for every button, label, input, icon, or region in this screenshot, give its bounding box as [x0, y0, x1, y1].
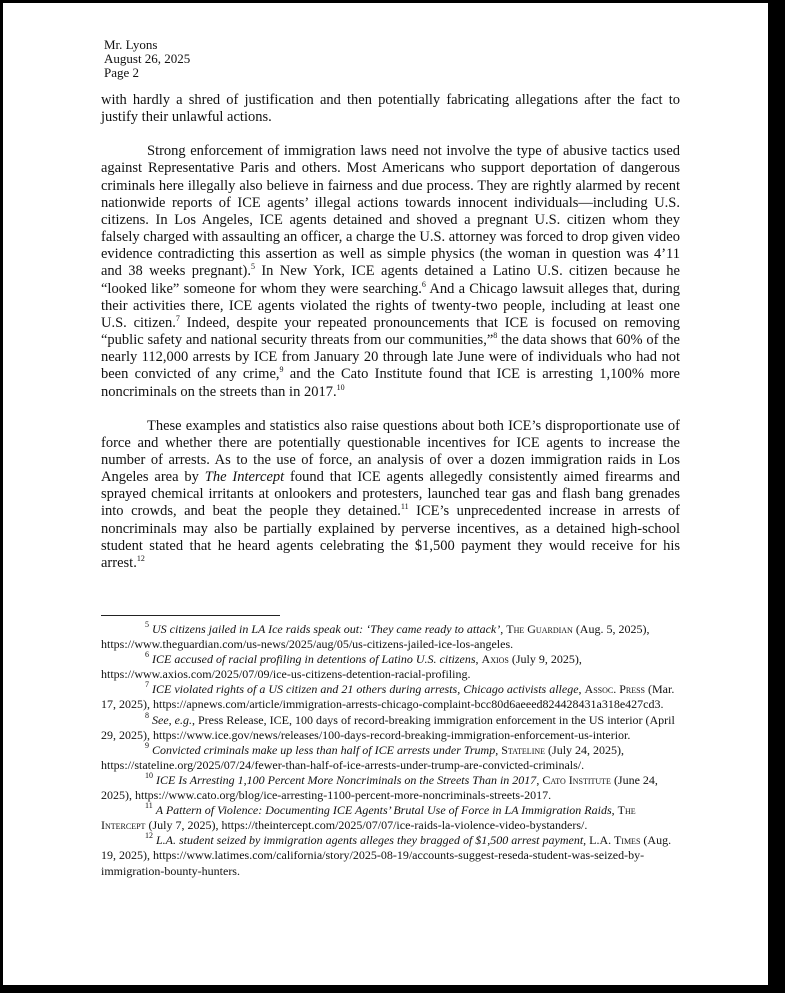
letter-body [101, 92, 680, 572]
footnote-ref-6[interactable]: 6 [421, 279, 426, 289]
footnote-ref-7[interactable]: 7 [175, 313, 180, 323]
footnote-ref-8[interactable]: 8 [493, 331, 498, 341]
footnote-9: $^9$ Convicted criminals make up less than half of ICE arrests under Trump, Stateline (July 24, 2025), https://stateline.org/2025/07/24/fewer-than-half-of-ice-arrests-under-trump-are-convicted-criminals/. [101, 740, 625, 772]
footnote-link[interactable]: (Aug. 5, 2025), https://www.theguardian.com/us-news/2025/aug/05/us-citizens-jailed-ice-los-angeles. [101, 622, 650, 652]
footnote-link[interactable]: , Press Release, ICE, 100 days of record-breaking immigration enforcement in the US interior (April 29, 2025), https://www.ice.gov/news/releases/100-days-record-breaking-immigration-enforcement-us-interior. [101, 712, 675, 742]
footnote-link[interactable]: (Aug. 19, 2025), https://www.latimes.com/california/story/2025-08-19/accounts-suggest-reseda-student-was-seized-by-immigration-bounty-hunters. [101, 833, 672, 878]
footnote-ref-11[interactable]: 11 [400, 502, 409, 512]
footnote-ref-9[interactable]: 9 [279, 365, 284, 375]
paragraph-continuation: with hardly a shred of justification and then potentially fabricating allegations after the fact to justify their unlawful actions. [101, 92, 680, 126]
header-date: August 26, 2025 [104, 51, 191, 66]
footnote-link[interactable]: (July 24, 2025), https://stateline.org/2025/07/24/fewer-than-half-of-ice-arrests-under-trump-are-convicted-criminals/. [101, 742, 625, 772]
footnote-8: $^8$ See, e.g., Press Release, ICE, 100 days of record-breaking immigration enforcement in the US interior (April 29, 2025), https://www.ice.gov/news/releases/100-days-record-breaking-immigration-enforcement-us-interior. [101, 710, 675, 742]
footnotes [101, 622, 680, 879]
footnote-11: $^{11}$ A Pattern of Violence: Documenting ICE Agents’ Brutal Use of Force in LA Immigration Raids, The Intercept (July 7, 2025), https://theintercept.com/2025/07/07/ice-raids-la-violence-video-bystanders/. [101, 801, 636, 833]
footnote-5: $^5$ US citizens jailed in LA Ice raids speak out: ‘They came ready to attack’, The Guardian (Aug. 5, 2025), https://www.theguardian.com/us-news/2025/aug/05/us-citizens-jailed-ice-los-angeles. [101, 620, 650, 652]
footnote-ref-10[interactable]: 10 [336, 382, 345, 392]
page-header [104, 38, 190, 80]
publication-name: The Intercept [204, 469, 285, 486]
footnote-divider [101, 615, 280, 616]
footnote-link[interactable]: (June 24, 2025), https://www.cato.org/blog/ice-arresting-1100-percent-more-noncriminals-streets-2017. [101, 772, 658, 803]
paragraph-enforcement: Strong enforcement of immigration laws need not involve the type of abusive tactics used against Representative Paris and others. Most Americans who support deportation of dangerous criminals here illegally also believe in fairness and due process. They are rightly alarmed by recent nationwide reports of ICE agents’ illegal actions towards innocent individuals—including U.S. citizens. In Los Angeles, ICE agents detained and shoved a pregnant U.S. citizen whom they falsely charged with assaulting an officer, a charge the U.S. attorney was forced to drop given video evidence contradicting this assertion as well as simple physics (the woman in question was 4’11 and 38 weeks pregnant).$^5$ In New York, ICE agents detained a Latino U.S. citizen because he “looked like” someone for whom they were searching.$^6$ And a Chicago lawsuit alleges that, during their activities there, ICE agents violated the rights of twenty-two people, including at least one U.S. citizen.$^7$ Indeed, despite your repeated pronouncements that ICE is focused on removing “public safety and national security threats from our communities,”$^8$ the data shows that 60% of the nearly 112,000 arrests by ICE from January 20 through late June were of individuals who had not been convicted of any crime,$^9$ and the Cato Institute found that ICE is arresting 1,100% more noncriminals on the streets than in 2017.10 [101, 143, 681, 400]
footnote-ref-12[interactable]: 12 [136, 553, 145, 563]
footnote-6: $^6$ ICE accused of racial profiling in detentions of Latino U.S. citizens, Axios (July 9, 2025), https://www.axios.com/2025/07/09/ice-us-citizens-detention-racial-profiling. [101, 650, 582, 682]
footnote-10: $^{10}$ ICE Is Arresting 1,100 Percent More Noncriminals on the Streets Than in 2017, Cato Institute (June 24, 2025), https://www.cato.org/blog/ice-arresting-1100-percent-more-noncriminals-streets-2017. [101, 770, 658, 803]
footnote-7: $^7$ ICE violated rights of a US citizen and 21 others during arrests, Chicago activists allege, Assoc. Press (Mar. 17, 2025), https://apnews.com/article/immigration-arrests-chicago-complaint-bcc80d6aeeed824428431a318e427cd3. [101, 680, 675, 712]
header-recipient: Mr. Lyons [104, 37, 158, 52]
footnote-link[interactable]: (July 7, 2025), https://theintercept.com/2025/07/07/ice-raids-la-violence-video-bystanders/. [145, 818, 588, 833]
next-page-edge [0, 993, 785, 1000]
footnote-ref-5[interactable]: 5 [250, 262, 255, 272]
footnote-link[interactable]: (July 9, 2025), https://www.axios.com/2025/07/09/ice-us-citizens-detention-racial-profiling. [101, 652, 582, 682]
header-page-number: Page 2 [104, 65, 140, 80]
footnote-link[interactable]: (Mar. 17, 2025), https://apnews.com/article/immigration-arrests-chicago-complaint-bcc80d6aeeed824428431a318e427cd3. [101, 682, 675, 712]
footnote-12: $^{12}$ L.A. student seized by immigration agents alleges they bragged of $1,500 arrest payment, L.A. Times (Aug. 19, 2025), https://www.latimes.com/california/story/2025-08-19/accounts-suggest-reseda-student-was-seized-by-immigration-bounty-hunters. [101, 831, 672, 878]
paragraph-use-of-force: These examples and statistics also raise questions about both ICE’s disproportionate use of force and whether there are potentially questionable incentives for ICE agents to increase the number of arrests. As to the use of force, an analysis of over a dozen immigration raids in Los Angeles area by The Intercept found that ICE agents allegedly consistently aimed firearms and sprayed chemical irritants at onlookers and protesters, launched tear gas and flash bang grenades into crowds, and beat the people they detained.$^{11}$ ICE’s unprecedented increase in arrests of noncriminals may also be partially explained by perverse incentives, as a detained high-school student stated that he heard agents celebrating the $1,500 payment they would receive for his arrest.$^{12}$ [101, 417, 680, 571]
